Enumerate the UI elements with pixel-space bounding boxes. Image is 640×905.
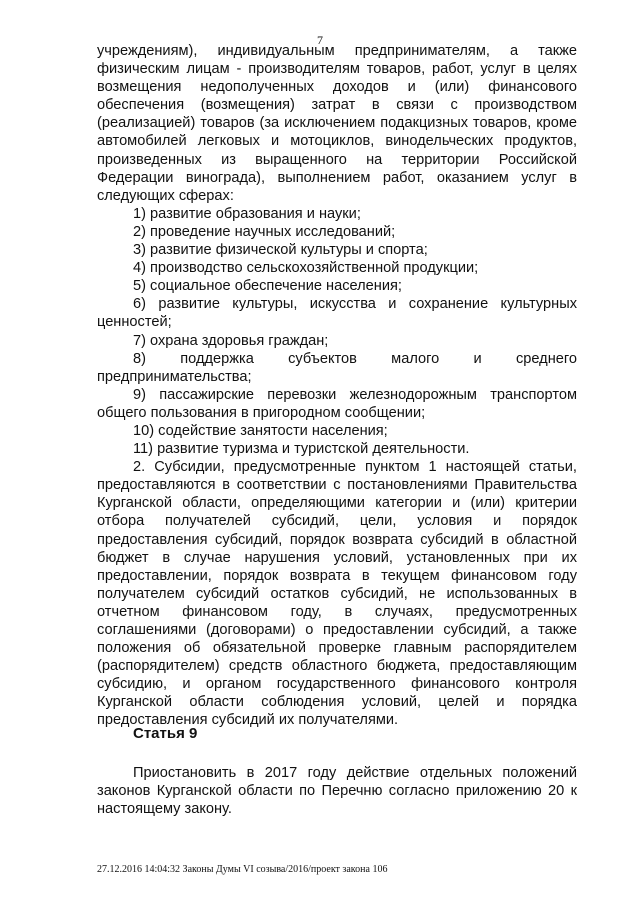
list-item: 8) поддержка субъектов малого и среднего предпринимательства;: [97, 350, 577, 385]
list-item: 7) охрана здоровья граждан;: [133, 332, 329, 349]
list-item: 9) пассажирские перевозки железнодорожным транспортом общего пользования в пригородном сообщении;: [97, 386, 577, 421]
list-item: 5) социальное обеспечение населения;: [133, 278, 402, 295]
list-item: 11) развитие туризма и туристской деятельности.: [133, 441, 470, 458]
page-number: 7: [317, 33, 323, 47]
intro-paragraph: учреждениям), индивидуальным предпринимателям, а также физическим лицам - производителям товаров, работ, услуг в целях возмещения недополученных доходов и (или) финансового обеспечения (возмещения) затрат в связи с производством (реализацией) товаров (за исключением подакцизных товаров, кроме автомобилей легковых и мотоциклов, винодельческих продуктов, произведенных из выращенного на территории Российской Федерации винограда), выполнением работ, оказанием услуг в следующих сферах:: [97, 43, 577, 204]
article-9-text: Приостановить в 2017 году действие отдельных положений законов Курганской области по Перечню согласно приложению 20 к настоящему закону.: [97, 765, 577, 818]
document-footer: 27.12.2016 14:04:32 Законы Думы VI созыва/2016/проект закона 106: [97, 864, 388, 875]
article-9-body: [97, 764, 577, 818]
spheres-list: [97, 205, 577, 458]
list-item: 1) развитие образования и науки;: [133, 205, 361, 222]
article-heading: Статья 9: [133, 725, 198, 742]
list-item: 3) развитие физической культуры и спорта;: [133, 242, 428, 259]
document-body: [97, 42, 577, 730]
list-item: 2) проведение научных исследований;: [133, 223, 396, 240]
list-item: 10) содействие занятости населения;: [133, 422, 388, 439]
list-item: 6) развитие культуры, искусства и сохранение культурных ценностей;: [97, 296, 577, 331]
list-item: 4) производство сельскохозяйственной продукции;: [133, 260, 479, 277]
paragraph-2: 2. Субсидии, предусмотренные пунктом 1 настоящей статьи, предоставляются в соответствии с постановлениями Правительства Курганской области, определяющими категории и (или) критерии отбора получателей субсидий, цели, условия и порядок предоставления субсидий, порядок возврата субсидий в областной бюджет в случае нарушения условий, установленных при их предоставлении, порядок возврата в текущем финансовом году получателем субсидий остатков субсидий, не использованных в отчетном финансовом году, в случаях, предусмотренных соглашениями (договорами) о предоставлении субсидий, а также положения об обязательной проверке главным распорядителем (распорядителем) средств областного бюджета, предоставляющим субсидию, и органом государственного финансового контроля Курганской области соблюдения условий, целей и порядка предоставления субсидий их получателями.: [97, 459, 577, 729]
